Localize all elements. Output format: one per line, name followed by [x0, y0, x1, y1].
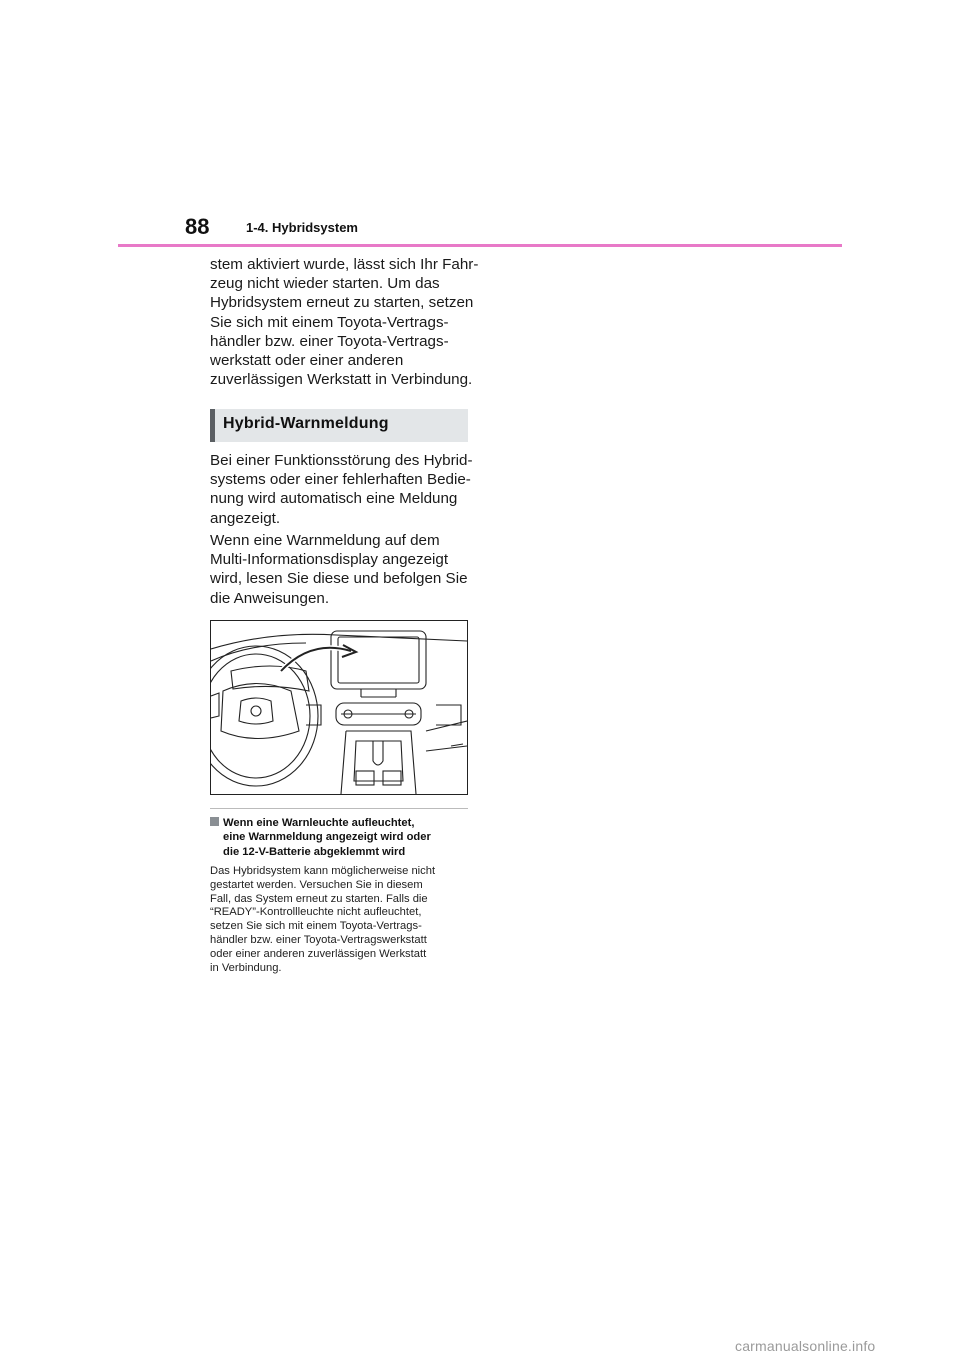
note-line: “READY”-Kontrollleuchte nicht aufleuchtet, [210, 906, 422, 919]
text-line: händler bzw. einer Toyota-Vertrags- [210, 332, 449, 350]
paragraph-instructions [210, 531, 468, 608]
note-heading [210, 816, 468, 859]
watermark: carmanualsonline.info [735, 1338, 876, 1354]
text-line: Multi-Informationsdisplay angezeigt [210, 551, 449, 569]
note-line: händler bzw. einer Toyota-Vertragswerkstatt [210, 933, 427, 946]
note-heading-line: Wenn eine Warnleuchte aufleuchtet, [223, 817, 415, 829]
text-line: Bei einer Funktionsstörung des Hybrid- [210, 452, 473, 469]
dashboard-drawing [211, 621, 467, 794]
square-bullet-icon [210, 817, 219, 826]
note-line: in Verbindung. [210, 961, 282, 974]
note-heading-line: die 12-V-Batterie abgeklemmt wird [223, 845, 406, 858]
note-divider [210, 808, 468, 809]
note-heading-line: eine Warnmeldung angezeigt wird oder [223, 831, 431, 844]
text-line: werkstatt oder einer anderen [210, 352, 404, 370]
text-line: Wenn eine Warnmeldung auf dem [210, 532, 440, 549]
text-line: zeug nicht wieder starten. Um das [210, 275, 440, 293]
note-line: oder einer anderen zuverlässigen Werkstatt [210, 947, 427, 960]
text-line: Sie sich mit einem Toyota-Vertrags- [210, 313, 449, 331]
header-divider [118, 244, 842, 247]
section-heading-box [210, 409, 468, 442]
text-line: Hybridsystem erneut zu starten, setzen [210, 294, 474, 312]
page-number: 88 [185, 214, 210, 239]
intro-paragraph [210, 255, 479, 389]
note-line: Das Hybridsystem kann möglicherweise nicht [210, 865, 436, 877]
note-line: setzen Sie sich mit einem Toyota-Vertrags- [210, 920, 422, 933]
section-heading: Hybrid-Warnmeldung [223, 415, 389, 432]
text-line: nung wird automatisch eine Meldung [210, 490, 458, 508]
text-line: zuverlässigen Werkstatt in Verbindung. [210, 371, 473, 389]
text-line: wird, lesen Sie diese und befolgen Sie [210, 570, 468, 588]
text-line: stem aktiviert wurde, lässt sich Ihr Fahr- [210, 256, 479, 273]
note-line: Fall, das System erneut zu starten. Falls die [210, 892, 428, 905]
text-line: die Anweisungen. [210, 589, 330, 607]
note-line: gestartet werden. Versuchen Sie in diesem [210, 878, 423, 891]
paragraph-malfunction [210, 451, 473, 528]
text-line: angezeigt. [210, 509, 281, 527]
dashboard-illustration [210, 620, 468, 795]
note-body [210, 865, 468, 975]
text-line: systems oder einer fehlerhaften Bedie- [210, 471, 471, 489]
section-title: 1-4. Hybridsystem [246, 220, 358, 235]
